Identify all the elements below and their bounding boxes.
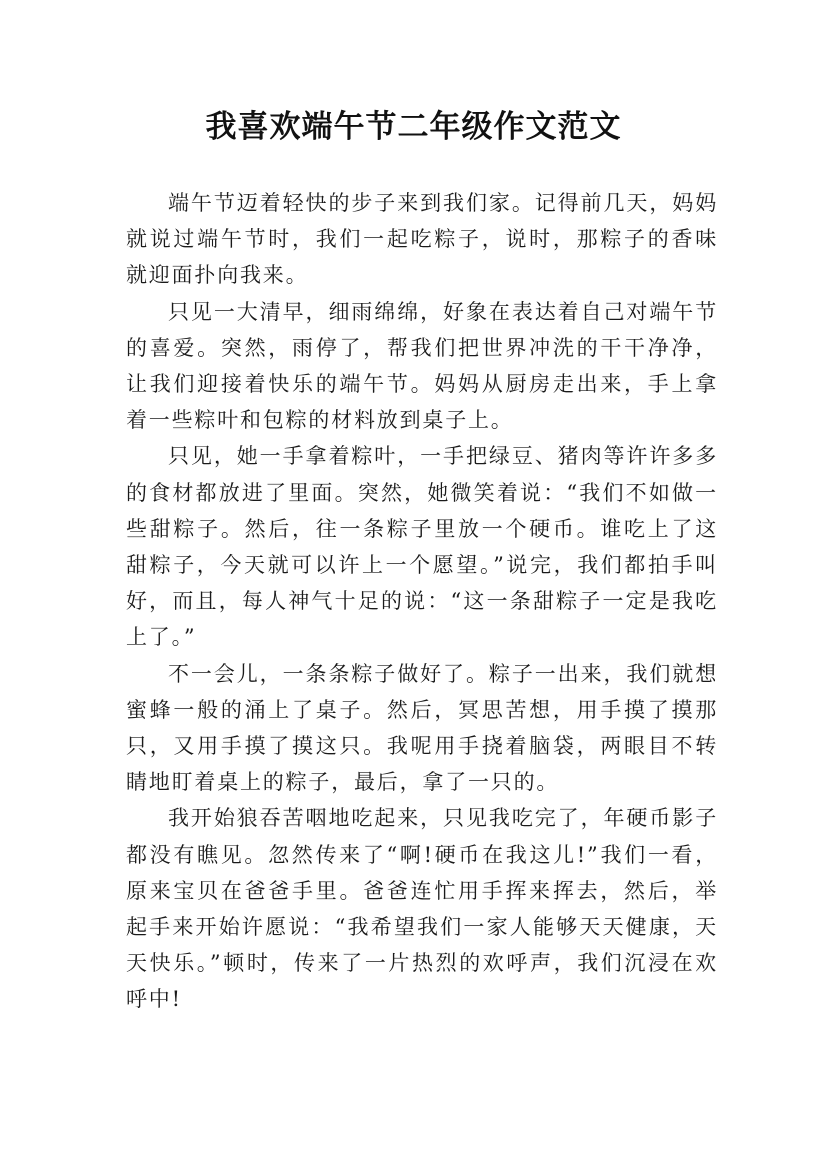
paragraph: 只见一大清早，细雨绵绵，好象在表达着自己对端午节的喜爱。突然，雨停了，帮我们把世界冲洗的干干净净，让我们迎接着快乐的端午节。妈妈从厨房走出来，手上拿着一些粽叶和包粽的材料放到桌子上。: [126, 299, 718, 433]
paragraph: 只见，她一手拿着粽叶，一手把绿豆、猪肉等许许多多的食材都放进了里面。突然，她微笑着说：“我们不如做一些甜粽子。然后，往一条粽子里放一个硬币。谁吃上了这甜粽子，今天就可以许上一个愿望。”说完，我们都拍手叫好，而且，每人神气十足的说：“这一条甜粽子一定是我吃上了。”: [126, 444, 718, 650]
paragraph: 不一会儿，一条条粽子做好了。粽子一出来，我们就想蜜蜂一般的涌上了桌子。然后，冥思苦想，用手摸了摸那只，又用手摸了摸这只。我呢用手挠着脑袋，两眼目不转睛地盯着桌上的粽子，最后，拿了一只的。: [126, 661, 718, 795]
paragraph: 端午节迈着轻快的步子来到我们家。记得前几天，妈妈就说过端午节时，我们一起吃粽子，说时，那粽子的香味就迎面扑向我来。: [126, 191, 718, 288]
document-body: [126, 185, 718, 1018]
document-title: 我喜欢端午节二年级作文范文: [205, 109, 622, 145]
paragraph: 我开始狼吞苦咽地吃起来，只见我吃完了，年硬币影子都没有瞧见。忽然传来了“啊!硬币在我这儿!”我们一看，原来宝贝在爸爸手里。爸爸连忙用手挥来挥去，然后，举起手来开始许愿说：“我希望我们一家人能够天天健康，天天快乐。”顿时，传来了一片热烈的欢呼声，我们沉浸在欢呼中!: [126, 806, 718, 1012]
